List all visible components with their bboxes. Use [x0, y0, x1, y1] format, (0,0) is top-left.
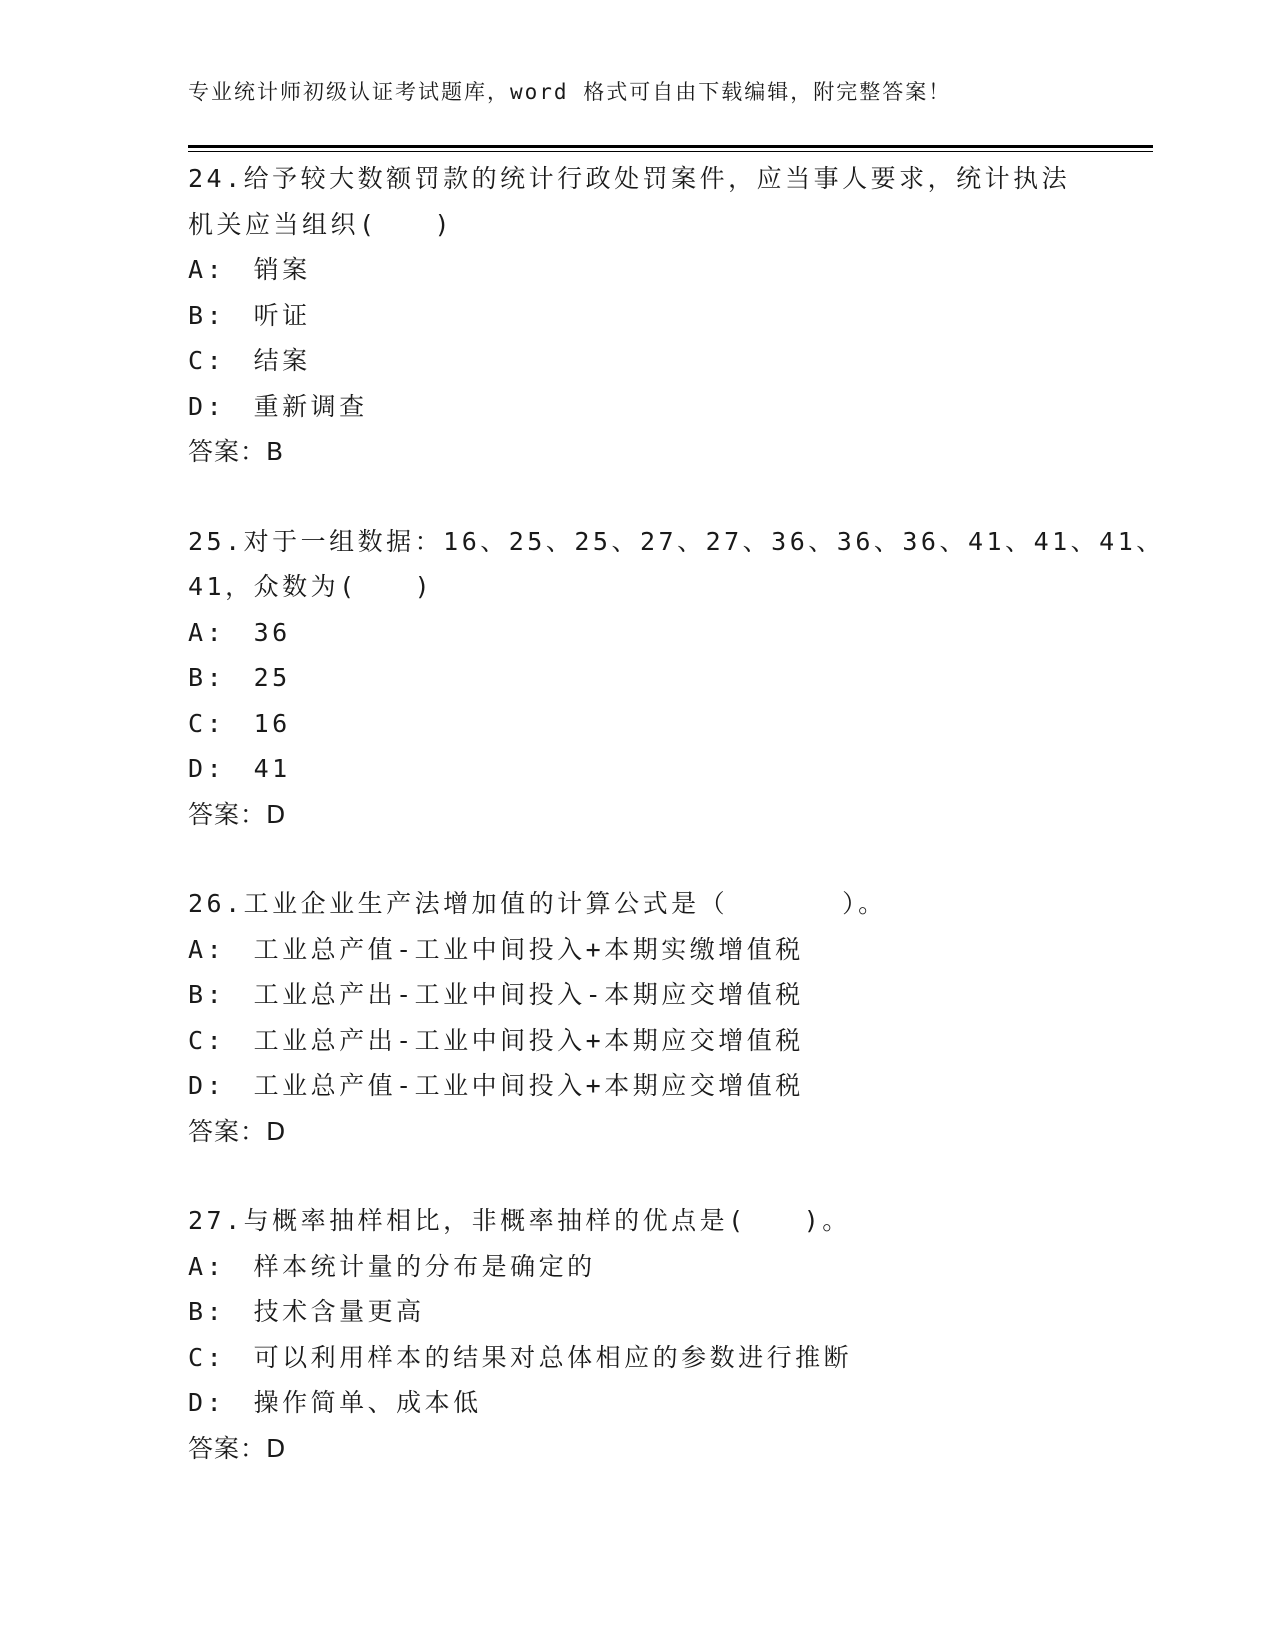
question-24 — [188, 156, 1088, 475]
option-c: C: 16 — [188, 708, 291, 738]
question-stem-line: 25.对于一组数据：16、25、25、27、27、36、36、36、41、41、41、 — [188, 526, 1165, 556]
option-letter: A — [188, 1251, 207, 1281]
question-27 — [188, 1198, 1088, 1471]
question-stem-line: 24.给予较大数额罚款的统计行政处罚案件，应当事人要求，统计执法 — [188, 164, 1071, 193]
page-header: 专业统计师初级认证考试题库，word 格式可自由下载编辑，附完整答案！ — [188, 80, 952, 104]
option-b: B: 听证 — [188, 300, 311, 330]
option-text: 工业总产值-工业中间投入+本期实缴增值税 — [253, 934, 804, 964]
option-text: 重新调查 — [253, 391, 368, 421]
option-text: 36 — [253, 617, 291, 647]
option-letter: B — [188, 980, 207, 1009]
option-c: C: 工业总产出-工业中间投入+本期应交增值税 — [188, 1025, 804, 1055]
option-b: B: 技术含量更高 — [188, 1297, 425, 1326]
answer-line: 答案：D — [188, 799, 287, 829]
option-text: 操作简单、成本低 — [253, 1388, 482, 1417]
option-d: D: 操作简单、成本低 — [188, 1388, 482, 1417]
option-c: C: 可以利用样本的结果对总体相应的参数进行推断 — [188, 1342, 853, 1372]
option-letter: B — [188, 300, 207, 330]
answer-line: 答案：D — [188, 1116, 287, 1146]
option-a: A: 销案 — [188, 255, 311, 284]
option-text: 技术含量更高 — [253, 1297, 425, 1326]
question-stem-line: 26.工业企业生产法增加值的计算公式是（ ）。 — [188, 889, 887, 918]
option-text: 工业总产出-工业中间投入-本期应交增值税 — [253, 980, 804, 1009]
option-a: A: 工业总产值-工业中间投入+本期实缴增值税 — [188, 934, 804, 964]
question-25 — [188, 519, 1165, 838]
option-text: 结案 — [253, 346, 311, 375]
option-d: D: 41 — [188, 754, 291, 783]
option-b: B: 工业总产出-工业中间投入-本期应交增值税 — [188, 980, 804, 1009]
option-text: 样本统计量的分布是确定的 — [253, 1251, 596, 1281]
question-stem-line: 27.与概率抽样相比，非概率抽样的优点是( )。 — [188, 1206, 851, 1235]
question-stem-line: 41，众数为( ) — [188, 572, 434, 601]
option-c: C: 结案 — [188, 346, 311, 375]
option-letter: C — [188, 1342, 207, 1372]
option-text: 41 — [253, 754, 291, 783]
option-a: A: 样本统计量的分布是确定的 — [188, 1251, 596, 1281]
option-a: A: 36 — [188, 617, 291, 647]
option-text: 工业总产出-工业中间投入+本期应交增值税 — [253, 1025, 804, 1055]
question-26 — [188, 881, 1088, 1154]
option-letter: C — [188, 708, 207, 738]
option-letter: A — [188, 617, 207, 647]
option-letter: D — [188, 754, 207, 783]
header-divider-thick — [188, 145, 1153, 148]
option-b: B: 25 — [188, 663, 291, 692]
option-letter: B — [188, 1297, 207, 1326]
answer-line: 答案：B — [188, 437, 285, 466]
option-letter: A — [188, 255, 207, 284]
option-text: 可以利用样本的结果对总体相应的参数进行推断 — [253, 1342, 853, 1372]
option-letter: D — [188, 1388, 207, 1417]
option-letter: D — [188, 391, 207, 421]
option-text: 听证 — [253, 300, 311, 330]
option-text: 16 — [253, 708, 291, 738]
option-letter: B — [188, 663, 207, 692]
header-divider-thin — [188, 151, 1153, 152]
question-list — [188, 156, 1165, 1515]
option-text: 25 — [253, 663, 291, 692]
option-text: 工业总产值-工业中间投入+本期应交增值税 — [253, 1071, 804, 1100]
answer-line: 答案：D — [188, 1433, 287, 1463]
option-letter: C — [188, 1025, 207, 1055]
option-text: 销案 — [253, 255, 311, 284]
question-stem-line: 机关应当组织( ) — [188, 209, 454, 239]
option-letter: D — [188, 1071, 207, 1100]
option-d: D: 重新调查 — [188, 391, 368, 421]
option-letter: C — [188, 346, 207, 375]
option-d: D: 工业总产值-工业中间投入+本期应交增值税 — [188, 1071, 804, 1100]
option-letter: A — [188, 934, 207, 964]
